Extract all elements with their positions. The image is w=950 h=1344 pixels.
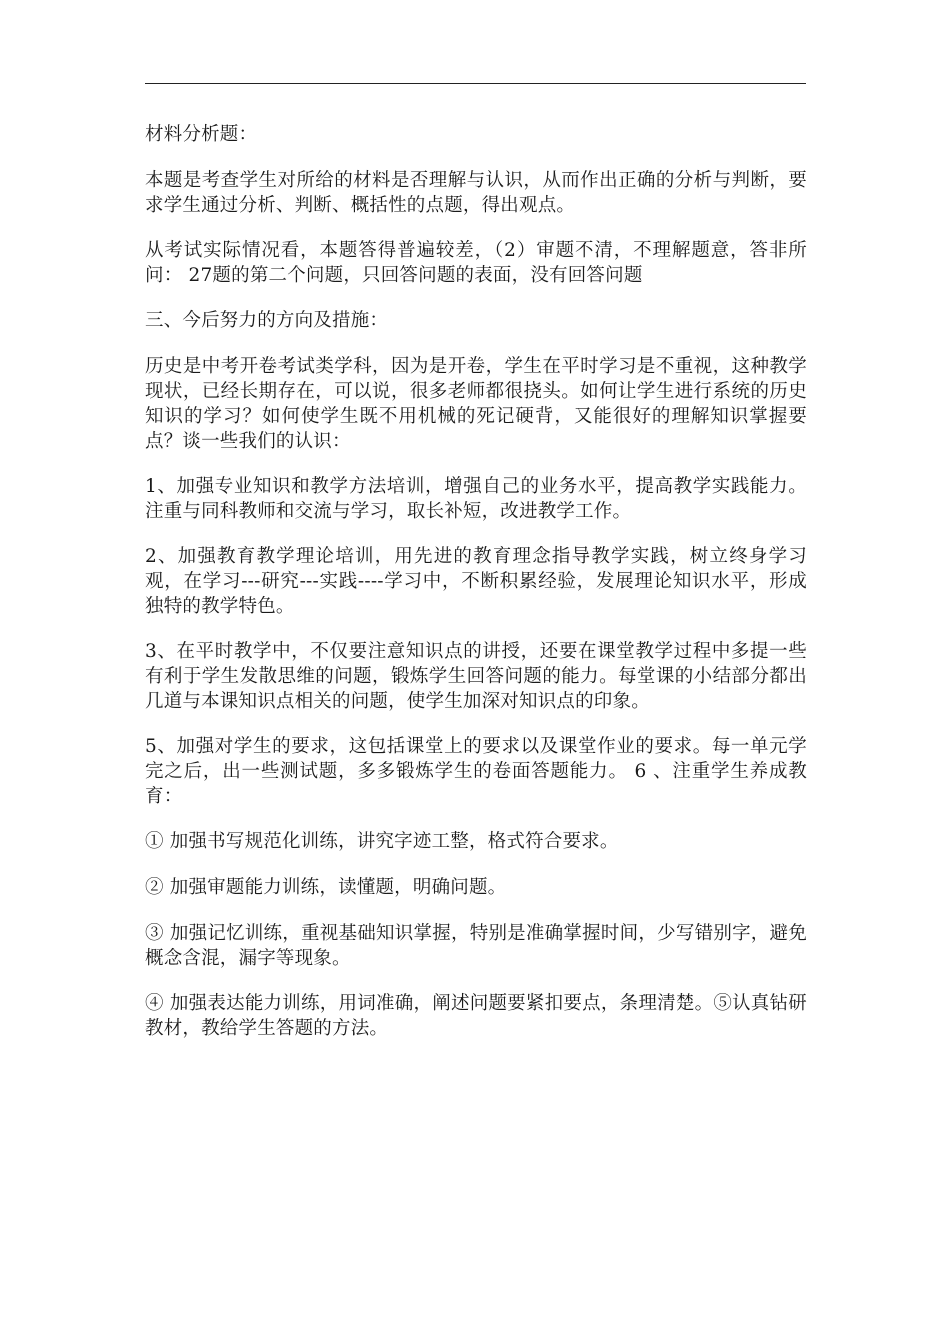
- list-item-3: 3、在平时教学中，不仅要注意知识点的讲授，还要在课堂教学过程中多提一些有利于学生发散思维的问题，锻炼学生回答问题的能力。每堂课的小结部分都出几道与本课知识点相关的问题，使学生加深对知识点的印象。: [145, 641, 807, 712]
- document-body: [145, 122, 807, 1061]
- list-item-2: 2、加强教育教学理论培训，用先进的教育理念指导教学实践，树立终身学习观，在学习---研究---实践----学习中，不断积累经验，发展理论知识水平，形成独特的教学特色。: [145, 546, 807, 617]
- sub-item-1: ① 加强书写规范化训练，讲究字迹工整，格式符合要求。: [145, 831, 619, 852]
- paragraph-question-purpose: 本题是考查学生对所给的材料是否理解与认识，从而作出正确的分析与判断，要求学生通过分析、判断、概括性的点题，得出观点。: [145, 170, 807, 216]
- section-heading-material-analysis: 材料分析题：: [145, 124, 258, 145]
- paragraph-exam-situation: 从考试实际情况看，本题答得普遍较差，（2）审题不清，不理解题意，答非所问： 27题的第二个问题，只回答问题的表面，没有回答问题: [145, 240, 807, 286]
- sub-item-4-5: ④ 加强表达能力训练，用词准确，阐述问题要紧扣要点，条理清楚。⑤认真钻研教材，教给学生答题的方法。: [145, 993, 807, 1039]
- sub-item-3: ③ 加强记忆训练，重视基础知识掌握，特别是准确掌握时间，少写错别字，避免概念含混，漏字等现象。: [145, 923, 807, 969]
- sub-item-2: ② 加强审题能力训练，读懂题，明确问题。: [145, 877, 507, 898]
- list-item-1: 1、加强专业知识和教学方法培训，增强自己的业务水平，提高教学实践能力。注重与同科教师和交流与学习，取长补短，改进教学工作。: [145, 476, 807, 522]
- section-heading-future-measures: 三、今后努力的方向及措施：: [145, 310, 389, 331]
- paragraph-history-subject: 历史是中考开卷考试类学科，因为是开卷，学生在平时学习是不重视，这种教学现状，已经长期存在，可以说，很多老师都很挠头。如何让学生进行系统的历史知识的学习？如何使学生既不用机械的死记硬背，又能很好的理解知识掌握要点？谈一些我们的认识：: [145, 356, 807, 452]
- header-rule: [145, 83, 806, 84]
- list-item-5-6: 5、加强对学生的要求，这包括课堂上的要求以及课堂作业的要求。每一单元学完之后，出一些测试题，多多锻炼学生的卷面答题能力。 6 、注重学生养成教育：: [145, 736, 807, 807]
